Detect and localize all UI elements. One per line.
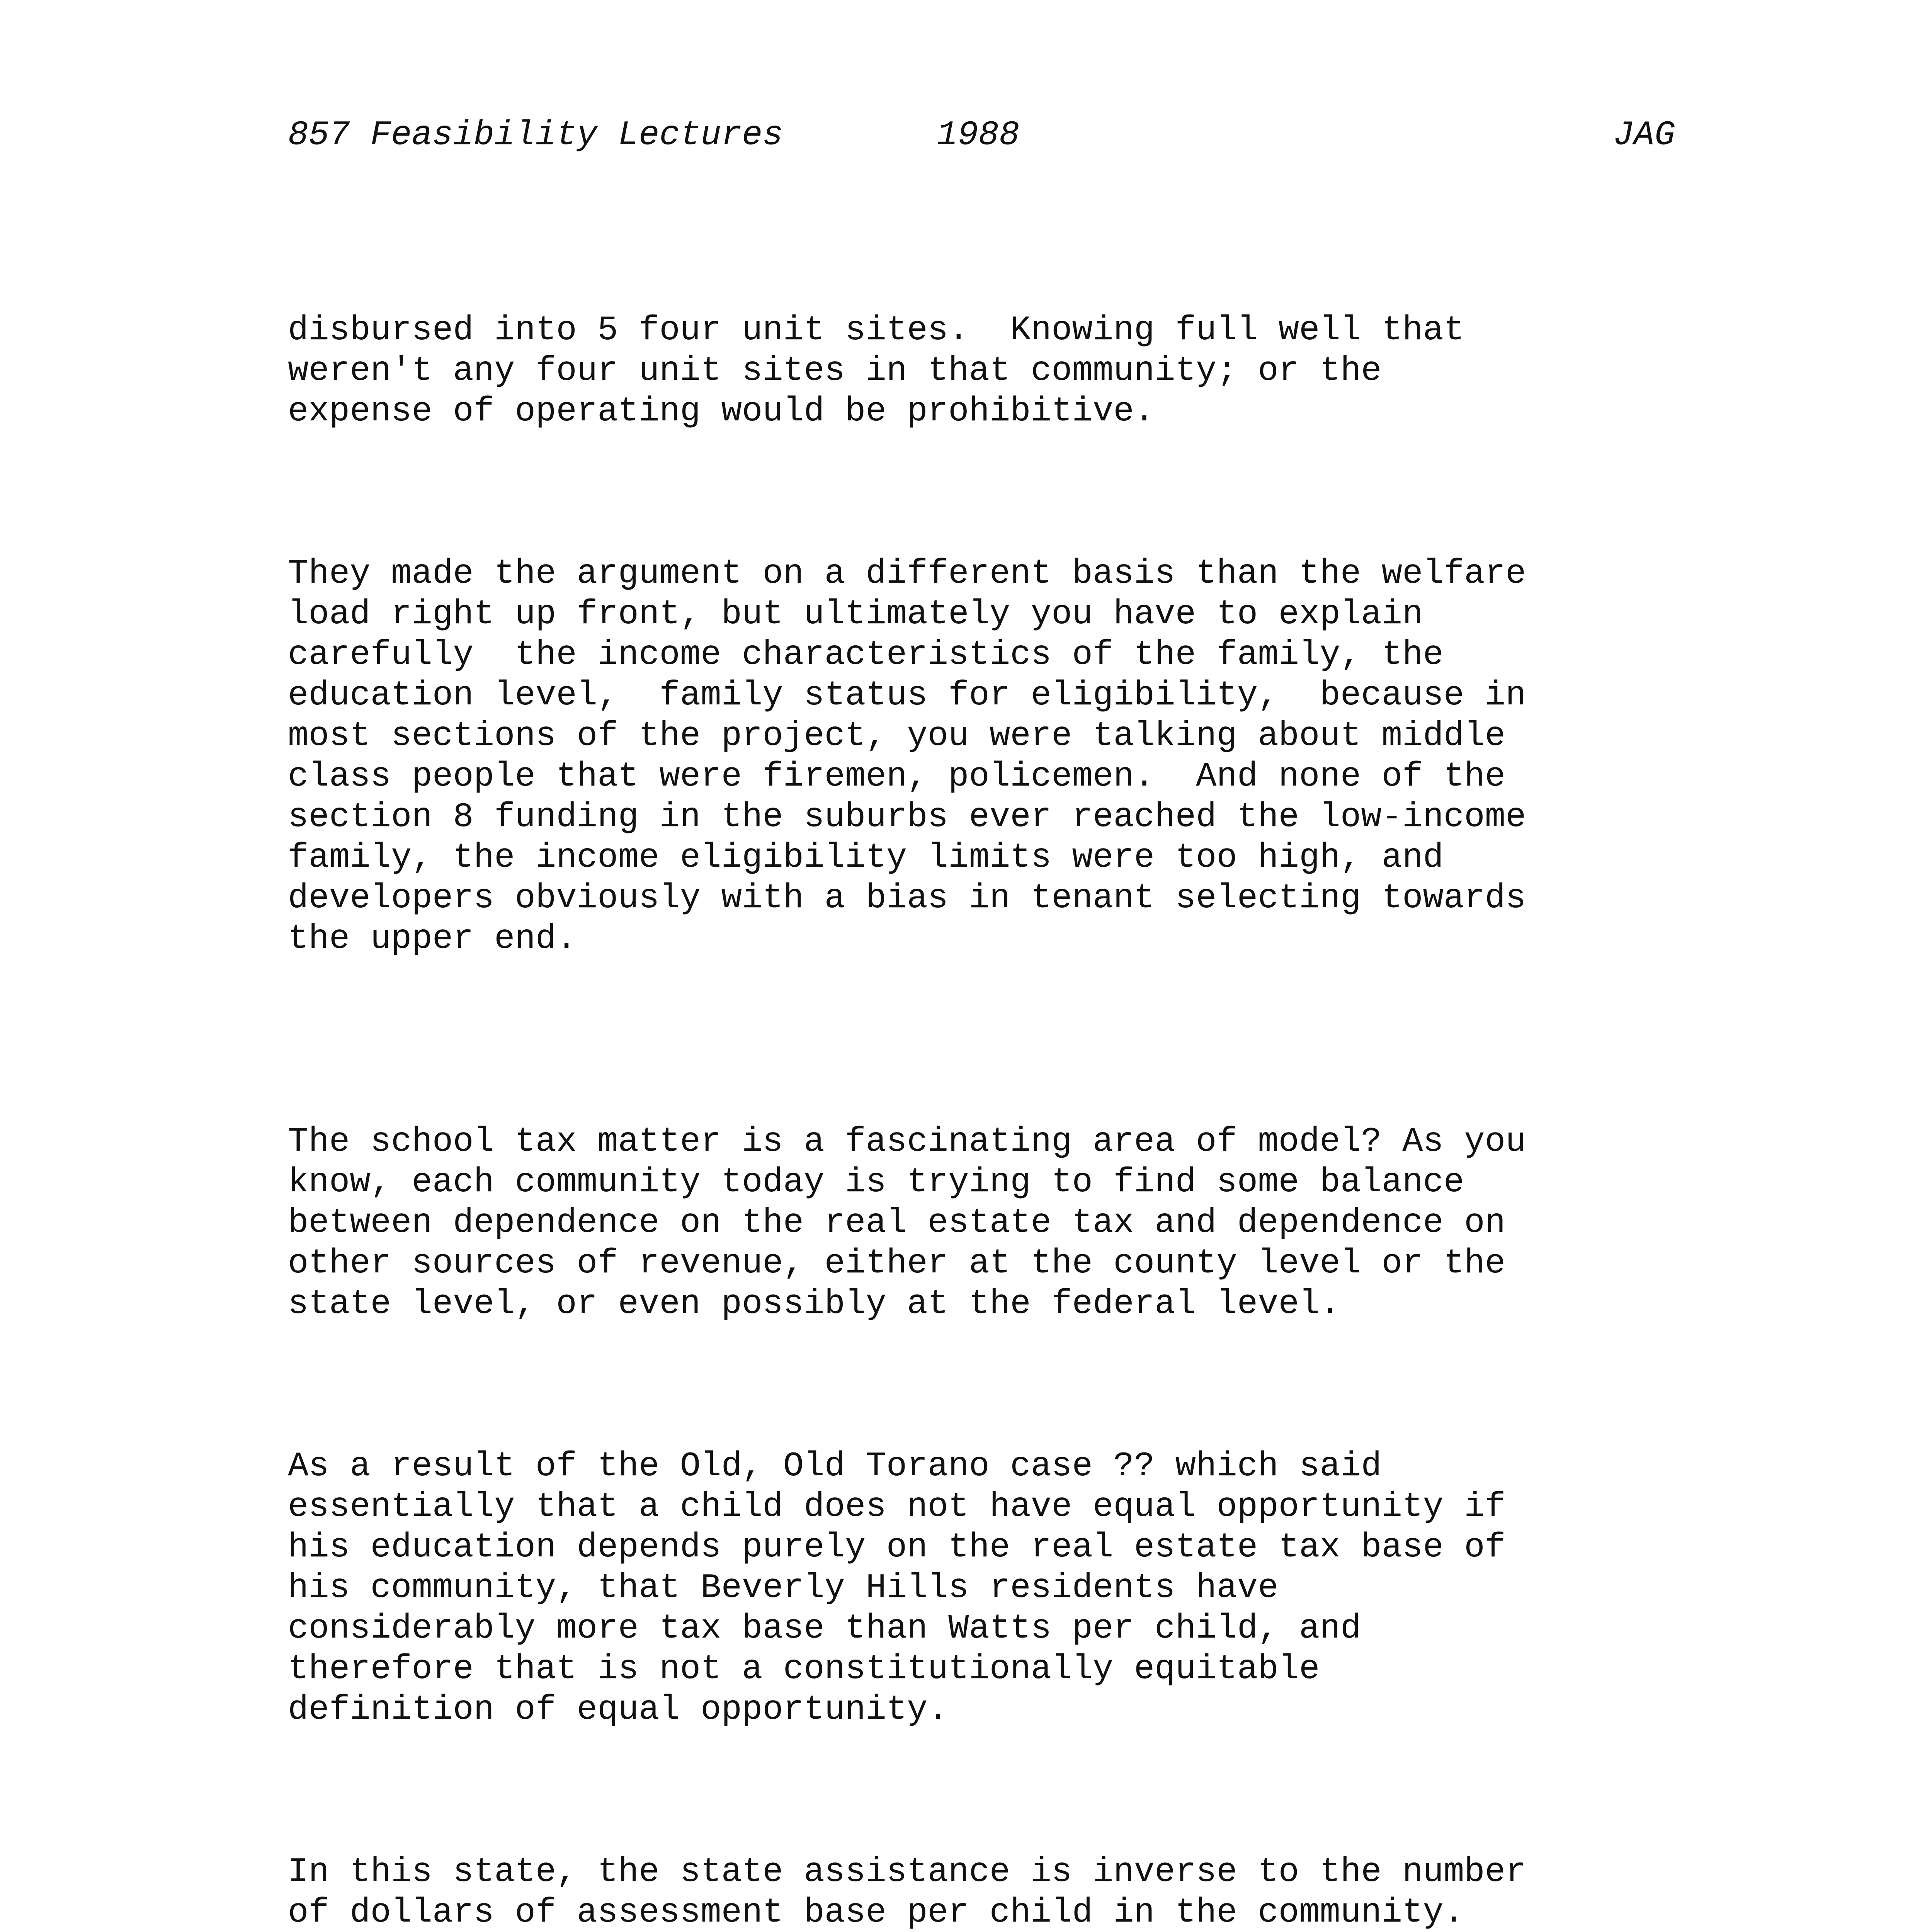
header-initials: JAG [1613,116,1675,155]
running-header [288,112,1675,158]
paragraph-5: In this state, the state assistance is inverse to the number of dollars of assessment base per child in the community. [288,1852,1526,1932]
header-year: 1988 [937,116,1020,155]
paragraph-3: The school tax matter is a fascinating area of model? As you know, each community today is trying to find some balance between dependence on the real estate tax and dependence on other sources of revenue, either at the county level or the state level, or even possibly at the federal level. [288,1122,1526,1323]
header-title: 857 Feasibility Lectures [288,116,783,155]
paragraph-2: They made the argument on a different basis than the welfare load right up front, but ultimately you have to explain carefully the income characteristics of the family, the education level, family status for eligibility, because in most sections of the project, you were talking about middle class people that were firemen, policemen. And none of the section 8 funding in the suburbs ever reached the low-income family, the income eligibility limits were too high, and developers obviously with a bias in tenant selecting towards the upper end. [288,554,1526,958]
body-text [288,229,1833,1932]
paragraph-1: disbursed into 5 four unit sites. Knowing full well that weren't any four unit sites in that community; or the expense of operating would be prohibitive. [288,311,1464,431]
paragraph-4: As a result of the Old, Old Torano case ?? which said essentially that a child does not have equal opportunity if his education depends purely on the real estate tax base of his community, that Beverly Hills residents have considerably more tax base than Watts per child, and therefore that is not a constitutionally equitable definition of equal opportunity. [288,1447,1506,1729]
